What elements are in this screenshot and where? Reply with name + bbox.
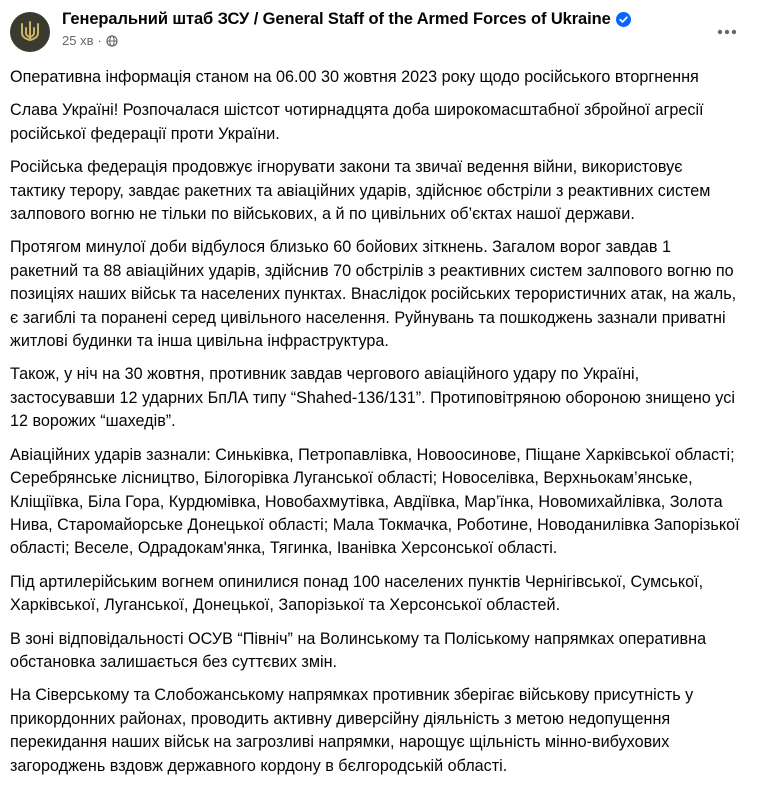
author-block bbox=[62, 10, 631, 48]
post-header bbox=[10, 10, 747, 58]
post-paragraph: Російська федерація продовжує ігнорувати закони та звичаї ведення війни, використовує тактику терору, завдає ракетних та авіаційних ударів, здійснює обстріли з реактивних систем залпового вогню не тільки по військових, а й по цивільних об’єктах нашої держави. bbox=[10, 158, 711, 224]
post-paragraph: Авіаційних ударів зазнали: Синьківка, Петропавлівка, Новоосинове, Піщане Харківської області; Серебрянське лісництво, Білогорівка Луганської області; Новоселівка, Верхньокам’янське, Кліщіївка, Біла Гора, Курдюмівка, Новобахмутівка, Авдіївка, Мар’їнка, Новомихайлівка, Золота Нива, Старомайорське Донецької області; Мала Токмачка, Роботине, Новоданилівка Запорізької області; Веселе, Одрадокам'янка, Тягинка, Іванівка Херсонської області. bbox=[10, 445, 740, 558]
author-line bbox=[62, 10, 631, 29]
post-body bbox=[10, 66, 740, 788]
post-paragraph: Протягом минулої доби відбулося близько 60 бойових зіткнень. Загалом ворог завдав 1 ракетний та 88 авіаційних ударів, здійснив 70 обстрілів з реактивних систем залпового вогню по позиціях наших військ та населених пунктах. Внаслідок російських терористичних атак, на жаль, є загиблі та поранені серед цивільного населення. Руйнувань та пошкоджень зазнали приватні житлові будинки та інша цивільна інфраструктура. bbox=[10, 238, 737, 351]
author-name-link[interactable]: Генеральний штаб ЗСУ / General Staff of the Armed Forces of Ukraine bbox=[62, 10, 611, 28]
post-paragraph: На Сіверському та Слобожанському напрямках противник зберігає військову присутність у прикордонних районах, проводить активну диверсійну діяльність з метою недопущення перекидання наших військ на загрозливі напрямки, нарощує щільність мінно-вибухових загороджень вздовж державного кордону в бєлгородській області. bbox=[10, 686, 694, 775]
more-options-button[interactable] bbox=[709, 14, 745, 50]
page-avatar[interactable] bbox=[10, 12, 50, 52]
verified-badge-icon bbox=[616, 12, 631, 27]
globe-icon[interactable] bbox=[106, 35, 118, 47]
post-paragraph: В зоні відповідальності ОСУВ “Північ” на Волинському та Поліському напрямках оперативна обстановка залишається без суттєвих змін. bbox=[10, 629, 707, 671]
post-paragraph: Слава Україні! Розпочалася шістсот чотирнадцята доба широкомасштабної збройної агресії російської федерації проти України. bbox=[10, 101, 704, 143]
meta-separator: · bbox=[97, 33, 102, 48]
post-timestamp-link[interactable]: 25 хв bbox=[62, 33, 94, 48]
post-paragraph: Оперативна інформація станом на 06.00 30 жовтня 2023 року щодо російського вторгнення bbox=[10, 68, 699, 86]
post-paragraph: Під артилерійським вогнем опинилися понад 100 населених пунктів Чернігівської, Сумської, Харківської, Луганської, Донецької, Запорізької та Херсонської областей. bbox=[10, 572, 704, 615]
trident-emblem-icon bbox=[17, 19, 43, 45]
post-paragraph: Також, у ніч на 30 жовтня, противник завдав чергового авіаційного удару по Україні, застосувавши 12 ударних БпЛА типу “Shahed-136/131”. Протиповітряною обороною знищено усі 12 ворожих “шахедів”. bbox=[10, 365, 735, 431]
more-options-icon bbox=[717, 29, 737, 35]
post-meta bbox=[62, 33, 631, 48]
